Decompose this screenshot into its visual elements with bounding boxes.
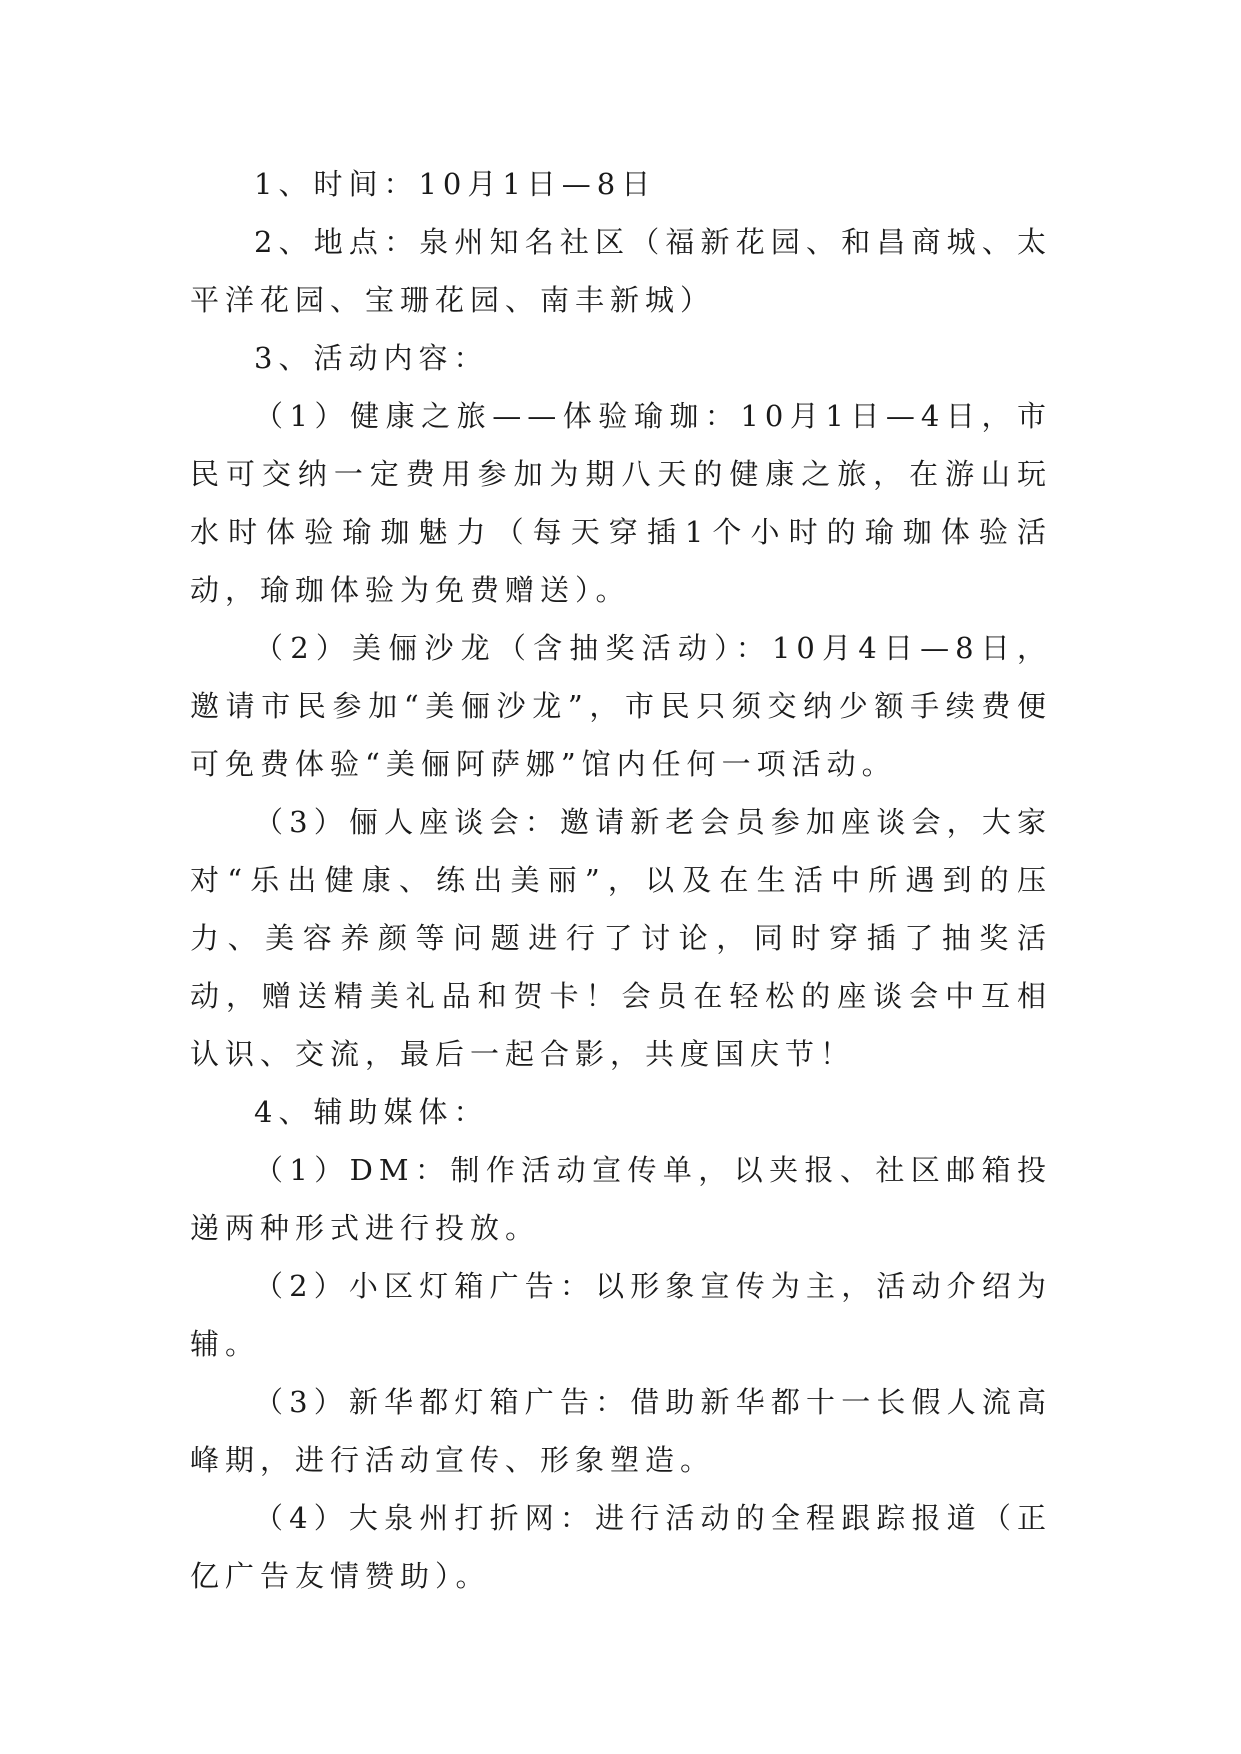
paragraph-media-3: （3）新华都灯箱广告：借助新华都十一长假人流高峰期，进行活动宣传、形象塑造。 bbox=[190, 1385, 1052, 1477]
paragraph-activity-2: （2）美俪沙龙（含抽奖活动）：10月4日—8日，邀请市民参加“美俪沙龙”，市民只须交纳少额手续费便可免费体验“美俪阿萨娜”馆内任何一项活动。 bbox=[190, 631, 1052, 781]
paragraph-media-2: （2）小区灯箱广告：以形象宣传为主，活动介绍为辅。 bbox=[190, 1269, 1052, 1361]
paragraph-media-4: （4）大泉州打折网：进行活动的全程跟踪报道（正亿广告友情赞助）。 bbox=[190, 1501, 1052, 1593]
paragraph-media-1: （1）DM：制作活动宣传单，以夹报、社区邮箱投递两种形式进行投放。 bbox=[190, 1153, 1052, 1245]
paragraph-activity-3: （3）俪人座谈会：邀请新老会员参加座谈会，大家对“乐出健康、练出美丽”，以及在生活中所遇到的压力、美容养颜等问题进行了讨论，同时穿插了抽奖活动，赠送精美礼品和贺卡！会员在轻松的座谈会中互相认识、交流，最后一起合影，共度国庆节！ bbox=[190, 805, 1052, 1071]
paragraph-location: 2、地点：泉州知名社区（福新花园、和昌商城、太平洋花园、宝珊花园、南丰新城） bbox=[190, 225, 1052, 317]
paragraph-time: 1、时间：10月1日—8日 bbox=[254, 167, 657, 201]
paragraph-activity-heading: 3、活动内容： bbox=[254, 341, 489, 375]
paragraph-media-heading: 4、辅助媒体： bbox=[254, 1095, 489, 1129]
document-body bbox=[190, 155, 1052, 1605]
paragraph-activity-1: （1）健康之旅——体验瑜珈：10月1日—4日，市民可交纳一定费用参加为期八天的健康之旅，在游山玩水时体验瑜珈魅力（每天穿插1个小时的瑜珈体验活动，瑜珈体验为免费赠送）。 bbox=[190, 399, 1052, 607]
